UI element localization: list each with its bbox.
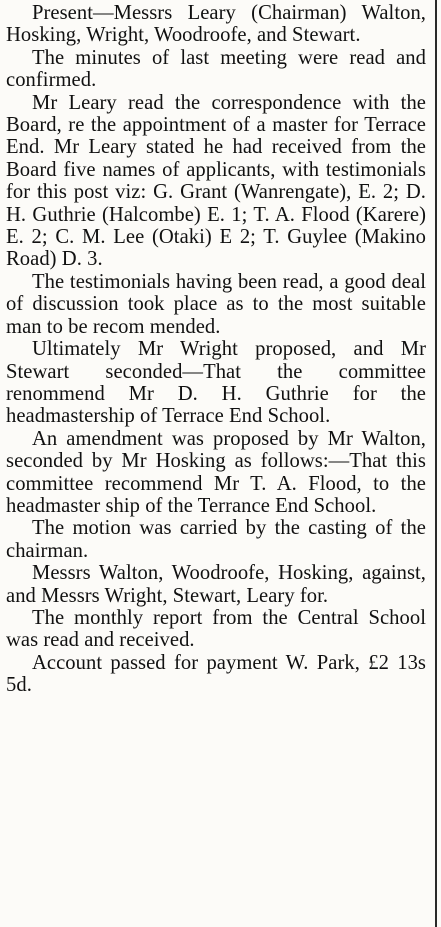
- motion-paragraph: Ultimately Mr Wright proposed, and Mr Stewart seconded—That the committee renommend Mr D. H. Guthrie for the headmastership of Terrace End School.: [6, 338, 426, 428]
- report-paragraph: The monthly report from the Central School was read and received.: [6, 606, 426, 652]
- article-body: [6, 2, 426, 697]
- vote-tally-paragraph: Messrs Walton, Woodroofe, Hosking, against, and Messrs Wright, Stewart, Leary for.: [6, 562, 426, 607]
- accounts-paragraph: Account passed for payment W. Park, £2 13s 5d.: [6, 651, 426, 697]
- amendment-paragraph: An amendment was proposed by Mr Walton, seconded by Mr Hosking as follows:—That this committee recommend Mr T. A. Flood, to the headmaster ship of the Terrance End School.: [6, 427, 426, 517]
- discussion-paragraph: The testimonials having been read, a good deal of discussion took place as to the most suitable man to be recom mended.: [6, 270, 426, 338]
- column-rule: [435, 0, 437, 927]
- vote-result-paragraph: The motion was carried by the casting of the chairman.: [6, 517, 426, 562]
- minutes-paragraph: The minutes of last meeting were read and confirmed.: [6, 46, 426, 92]
- correspondence-paragraph: Mr Leary read the correspondence with the Board, re the appointment of a master for Terrace End. Mr Leary stated he had received from the Board five names of applicants, with testimonials for this post viz: G. Grant (Wanrengate), E. 2; D. H. Guthrie (Halcombe) E. 1; T. A. Flood (Karere) E. 2; C. M. Lee (Otaki) E 2; T. Guylee (Makino Road) D. 3.: [6, 91, 426, 271]
- attendance-paragraph: Present—Messrs Leary (Chairman) Walton, Hosking, Wright, Woodroofe, and Stewart.: [6, 2, 426, 47]
